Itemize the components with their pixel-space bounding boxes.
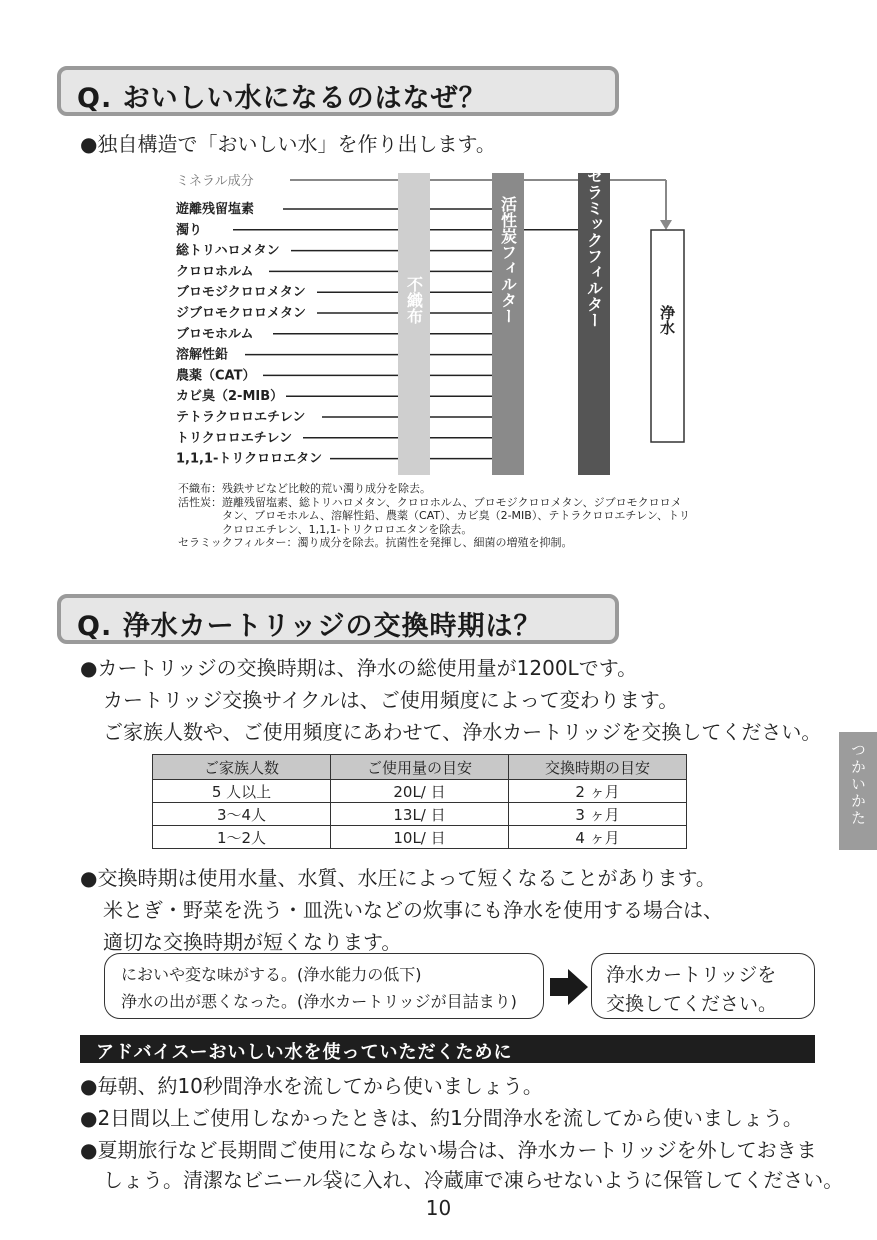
mineral-arrow [660,220,672,230]
q1-title: Q. おいしい水になるのはなぜ？ [77,83,487,114]
contaminant-label: 農薬（CAT） [176,368,256,384]
contaminant-label: テトラクロロエチレン [176,410,306,425]
filter-note: 活性炭：遊離残留塩素、総トリハロメタン、クロロホルム、ブロモジクロロメタン、ジブロモクロロメ [178,495,682,509]
output-label: 浄水 [658,305,676,335]
q2-line-3: ご家族人数や、ご使用頻度にあわせて、浄水カートリッジを交換してください。 [103,720,822,744]
output-box [651,230,684,442]
right-arrow-icon [550,967,590,1007]
q2-line-2: カートリッジ交換サイクルは、ご使用頻度によって変わります。 [103,688,679,712]
table-cell: 2 ヶ月 [509,780,687,803]
table-cell: 5 人以上 [153,780,331,803]
side-tab-label: つかいかた [849,742,867,827]
advice-banner [80,1035,815,1063]
q2b-line-3: 適切な交換時期が短くなります。 [103,930,402,954]
advice-item: しょう。清潔なビニール袋に入れ、冷蔵庫で凍らせないように保管してください。 [103,1168,844,1192]
cartridge-table [152,754,687,849]
contaminant-label: 遊離残留塩素 [176,202,255,217]
carbon-label: 活性炭フィルター [498,196,518,324]
table-row [153,803,687,826]
contaminant-label: 溶解性鉛 [176,347,229,363]
action-line-2: 交換してください。 [606,993,778,1015]
mineral-label: ミネラル成分 [176,174,254,189]
advice-item: ●2日間以上ご使用しなかったときは、約1分間浄水を流してから使いましょう。 [80,1106,803,1130]
advice-item: ●毎朝、約10秒間浄水を流してから使いましょう。 [80,1074,543,1098]
table-header: 交換時期の目安 [509,755,687,780]
nonwoven-filter [398,173,430,475]
filter-note: セラミックフィルター：濁り成分を除去。抗菌性を発揮し、細菌の増殖を抑制。 [178,536,573,549]
table-row [153,826,687,849]
table-cell: 1～2人 [153,826,331,849]
table-header-row [153,755,687,780]
action-box [591,953,815,1019]
advice-item: ●夏期旅行など長期間ご使用にならない場合は、浄水カートリッジを外しておきま [80,1138,817,1162]
contaminant-label: トリクロロエチレン [176,430,293,446]
condition-line-2: 浄水の出が悪くなった。(浄水カートリッジが目詰まり) [121,992,517,1011]
contaminant-label: 1,1,1-トリクロロエタン [176,451,323,467]
q1-header [57,66,619,116]
q2b-line-2: 米とぎ・野菜を洗う・皿洗いなどの炊事にも浄水を使用する場合は、 [103,898,723,922]
filter-note: タン、ブロモホルム、溶解性鉛、農薬（CAT）、カビ臭（2-MIB）、テトラクロロエチレン、トリ [178,509,690,522]
contaminant-label: クロロホルム [176,264,254,280]
contaminant-label: ブロモジクロロメタン [176,285,306,301]
table-row [153,780,687,803]
table-cell: 4 ヶ月 [509,826,687,849]
contaminant-label: 濁り [176,222,203,238]
table-header: ご使用量の目安 [331,755,509,780]
q2-line-1: ●カートリッジの交換時期は、浄水の総使用量が1200Lです。 [80,656,638,680]
contaminant-label: ブロモホルム [176,326,254,342]
contaminant-label: カビ臭（2-MIB） [176,389,284,405]
q2-title: Q. 浄水カートリッジの交換時期は？ [77,611,542,642]
q2b-line-1: ●交換時期は使用水量、水質、水圧によって短くなることがあります。 [80,866,716,890]
condition-line-1: においや変な味がする。(浄水能力の低下) [121,965,422,984]
table-cell: 3 ヶ月 [509,803,687,826]
table-cell: 3～4人 [153,803,331,826]
page-number: 10 [425,1196,452,1220]
side-tab [839,732,877,850]
q2-header [57,594,619,644]
contaminant-label: ジブロモクロロメタン [176,306,307,321]
nonwoven-label: 不織布 [404,276,424,324]
advice-title: アドバイスーおいしい水を使っていただくために [96,1042,513,1063]
contaminant-label: 総トリハロメタン [176,243,280,259]
table-cell: 13L/ 日 [331,803,509,826]
q1-lead: ●独自構造で「おいしい水」を作り出します。 [80,132,496,156]
table-cell: 20L/ 日 [331,780,509,803]
table-cell: 10L/ 日 [331,826,509,849]
filter-note: 不織布：残鉄サビなど比較的荒い濁り成分を除去。 [178,482,431,495]
action-line-1: 浄水カートリッジを [606,964,777,986]
condition-box [104,953,544,1019]
ceramic-label: セラミックフィルター [584,168,604,328]
filter-diagram [0,160,877,640]
filter-note: クロロエチレン、1,1,1-トリクロロエタンを除去。 [178,522,473,536]
table-header: ご家族人数 [153,755,331,780]
